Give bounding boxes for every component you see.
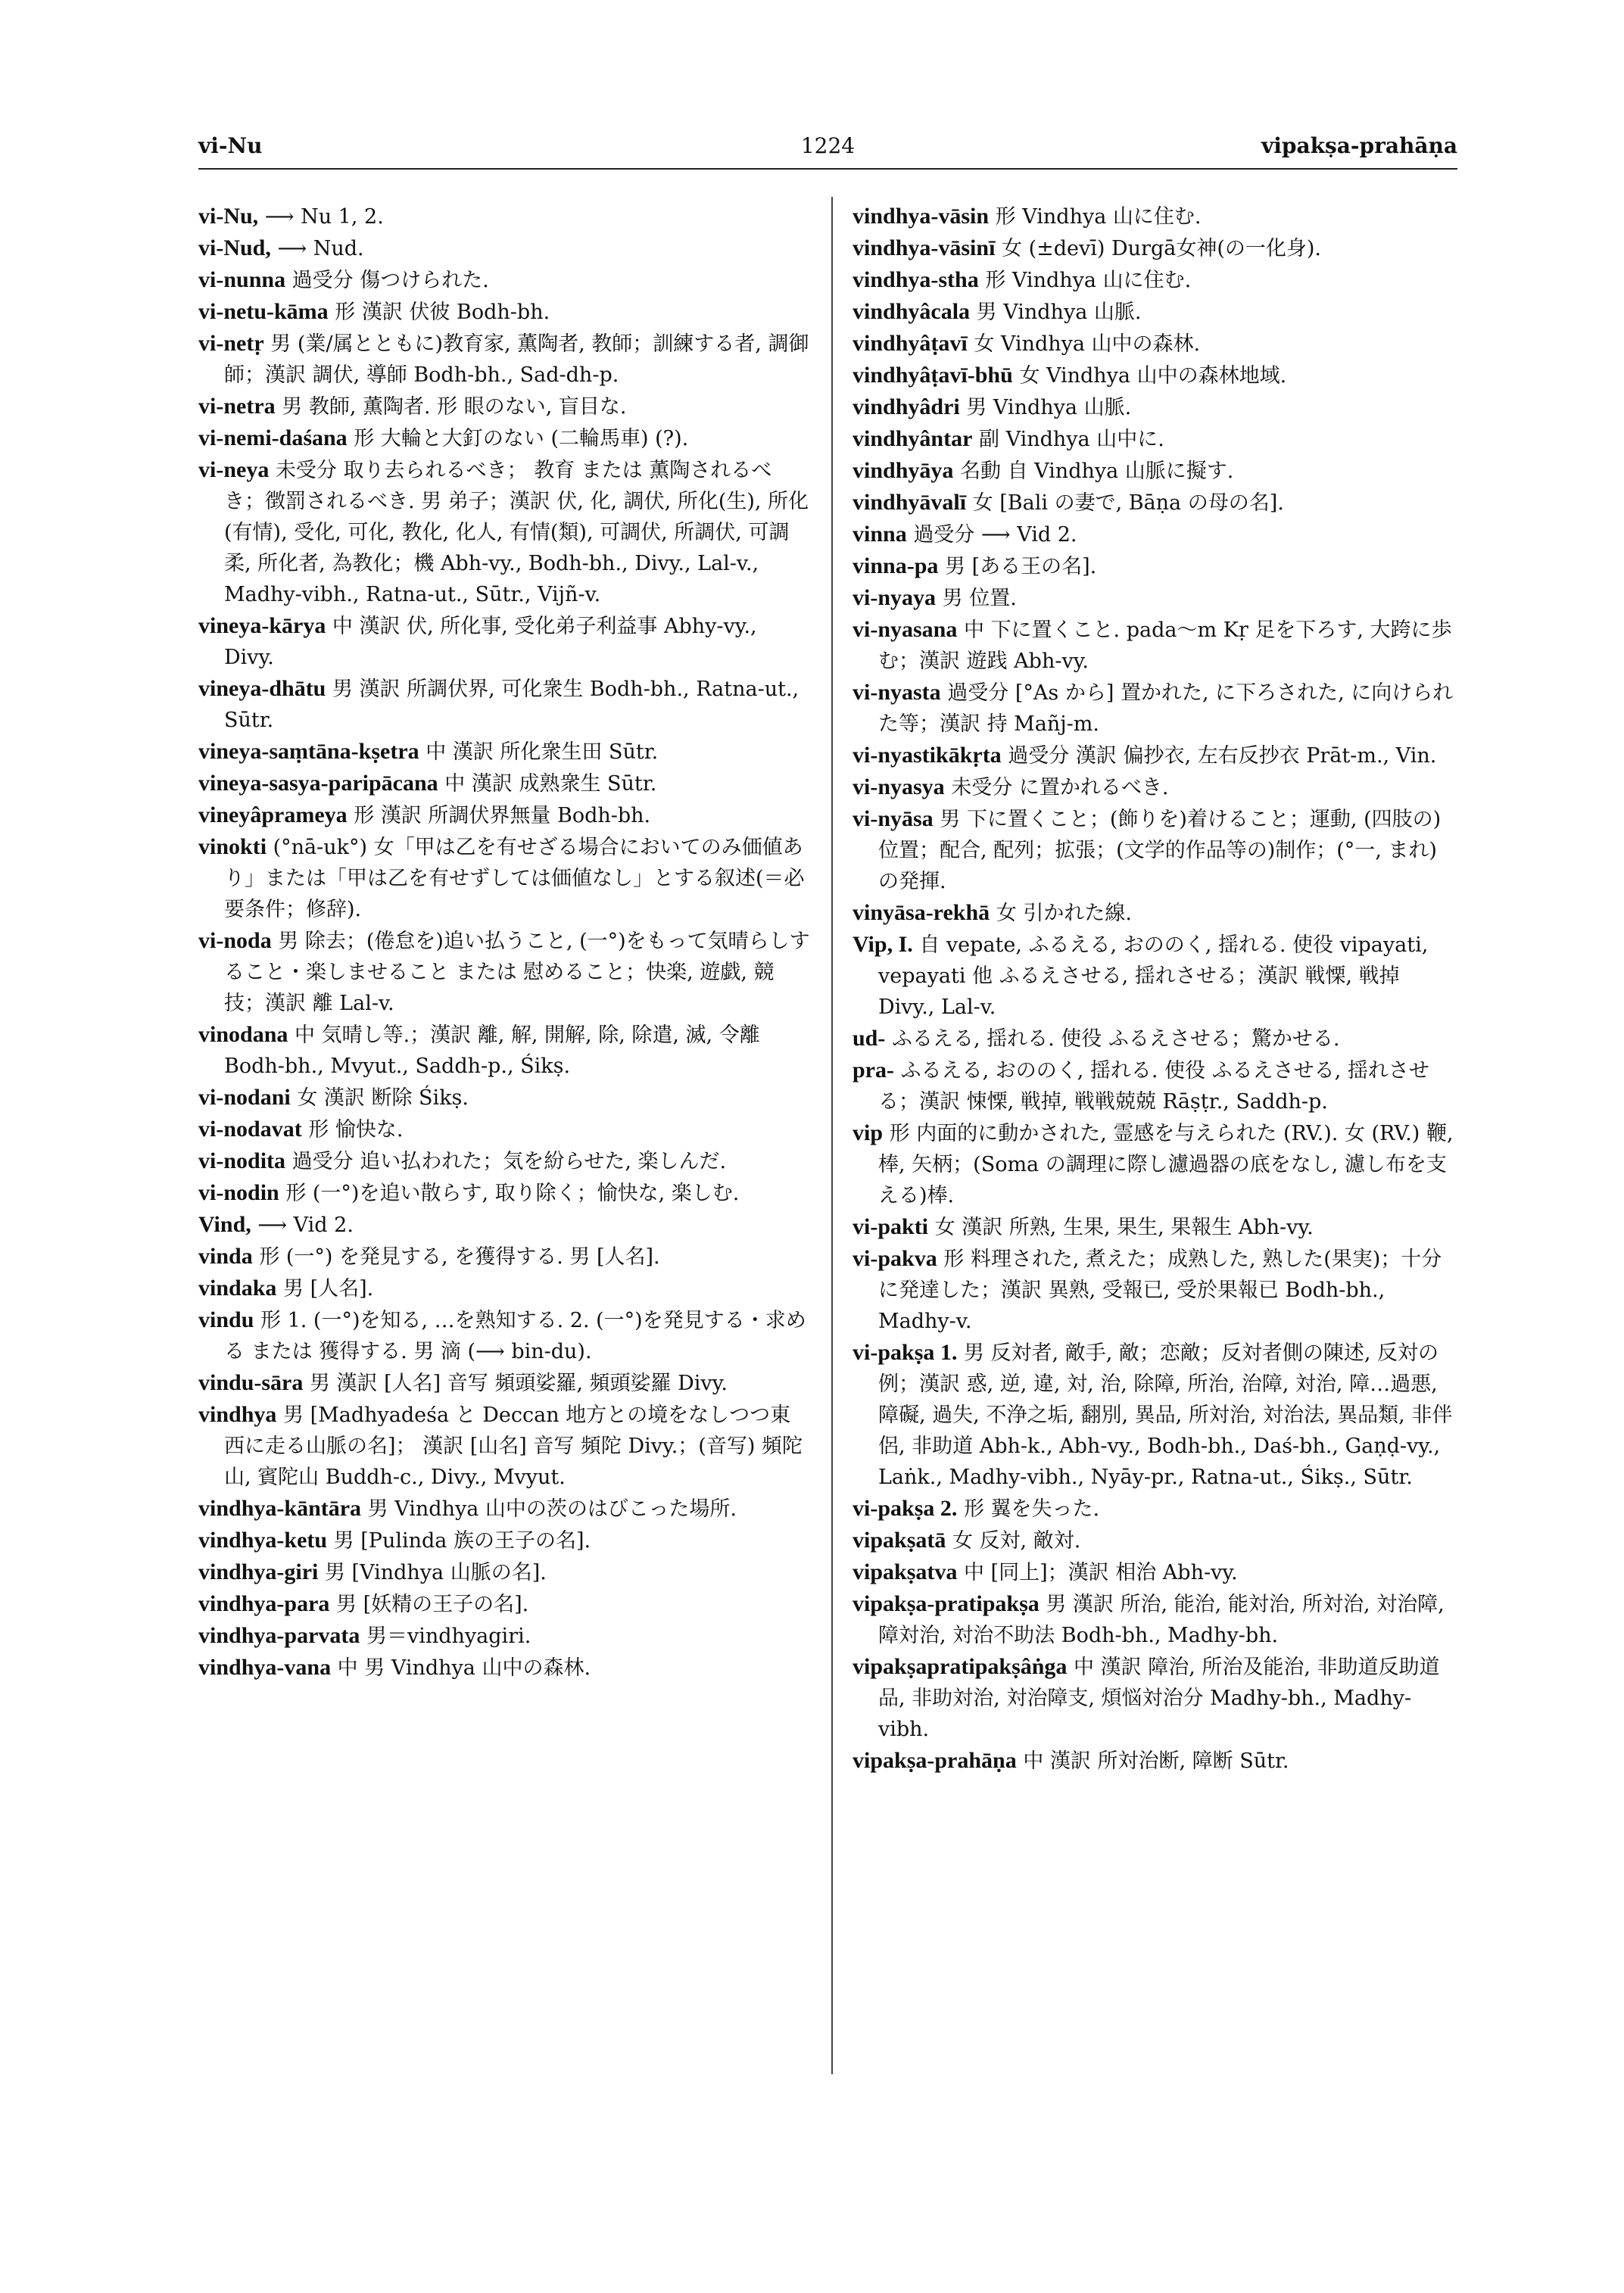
- entry-definition: 女 漢訳 所熟, 生果, 果生, 果報生 Abh-vy.: [934, 1216, 1314, 1239]
- entry-headword: vindu-sāra: [198, 1370, 304, 1395]
- entry-definition: 過受分 ⟶ Vid 2.: [913, 523, 1077, 547]
- dictionary-entry: [198, 296, 810, 328]
- dictionary-entry: [853, 201, 1461, 232]
- dictionary-entry: [853, 487, 1461, 519]
- dictionary-entry: [853, 296, 1461, 328]
- dictionary-entry: [198, 1367, 810, 1399]
- dictionary-entry: [853, 328, 1461, 360]
- dictionary-entry: [198, 328, 810, 391]
- entry-definition: 形 大輪と大釘のない (二輪馬車) (?).: [354, 427, 689, 450]
- dictionary-entry: [198, 1114, 810, 1145]
- entry-definition: 中 漢訳 成熟衆生 Sūtr.: [444, 772, 657, 796]
- entry-headword: vindhya: [198, 1402, 277, 1427]
- entry-definition: 中 漢訳 所対治断, 障断 Sūtr.: [1023, 1749, 1289, 1773]
- dictionary-entry: [853, 391, 1461, 423]
- entry-headword: vipakṣa-pratipakṣa: [853, 1591, 1040, 1616]
- entry-definition: 男 漢訳 所治, 能治, 能対治, 所対治, 対治障, 障対治, 対治不助法 Bodh-bh., Madhy-bh.: [878, 1593, 1445, 1647]
- running-head-right: vipakṣa-prahāṇa: [1261, 133, 1457, 158]
- entry-headword: vineyâprameya: [198, 802, 348, 827]
- entry-headword: vindhya-kāntāra: [198, 1496, 362, 1521]
- entry-definition: 男 [Madhyadeśa と Deccan 地方との境をなしつつ東西に走る山脈の名]； 漢訳 [山名] 音写 頻陀 Divy.；(音写) 頻陀山, 賓陀山 Buddh-c., Divy., Mvyut.: [224, 1404, 803, 1489]
- entry-headword: vipakṣatā: [853, 1528, 946, 1553]
- dictionary-entry: [853, 929, 1461, 1023]
- entry-headword: vi-nodavat: [198, 1117, 302, 1142]
- entry-headword: vi-nunna: [198, 267, 286, 292]
- entry-definition: 形 (一°) を発見する, を獲得する. 男 [人名].: [259, 1245, 660, 1269]
- entry-definition: 形 (一°)を追い散らす, 取り除く；愉快な, 楽しむ.: [285, 1182, 740, 1205]
- entry-definition: 男 [Pulinda 族の王子の名].: [333, 1529, 591, 1553]
- entry-definition: 男 [妖精の王子の名].: [335, 1593, 529, 1616]
- entry-definition: 中 漢訳 障治, 所治及能治, 非助道反助道品, 非助対治, 対治障支, 煩悩対治分 Madhy-bh., Madhy-vibh.: [878, 1656, 1440, 1741]
- dictionary-entry: [853, 1525, 1461, 1556]
- dictionary-entry: [198, 610, 810, 673]
- dictionary-entry: [198, 1652, 810, 1684]
- dictionary-entry: [198, 1273, 810, 1304]
- entry-headword: vinodana: [198, 1022, 288, 1047]
- header-rule: [198, 168, 1457, 170]
- entry-headword: vinna-pa: [853, 553, 939, 578]
- entry-definition: 女 漢訳 断除 Śikṣ.: [297, 1086, 469, 1110]
- entry-definition: 形 Vindhya 山に住む.: [985, 269, 1192, 292]
- entry-headword: vi-netra: [198, 394, 276, 419]
- entry-definition: ⟶ Vid 2.: [257, 1213, 354, 1237]
- entry-definition: 男 位置.: [942, 587, 1017, 610]
- entry-headword: vi-nyāsa: [853, 806, 934, 831]
- dictionary-entry: [198, 736, 810, 768]
- entry-headword: vi-nyaya: [853, 585, 937, 610]
- dictionary-entry: [198, 799, 810, 831]
- dictionary-entry: [853, 1243, 1461, 1337]
- entry-definition: 女 反対, 敵対.: [952, 1529, 1081, 1553]
- dictionary-entry: [853, 519, 1461, 550]
- dictionary-entry: [198, 1241, 810, 1273]
- entry-headword: vindhyâṭavī: [853, 331, 968, 356]
- dictionary-entry: [198, 1620, 810, 1652]
- entry-headword: vindhyâcala: [853, 299, 971, 324]
- dictionary-entry: [198, 1209, 810, 1241]
- entry-headword: vineya-dhātu: [198, 676, 326, 701]
- entry-headword: vindhya-giri: [198, 1559, 319, 1584]
- dictionary-entry: [853, 1588, 1461, 1651]
- entry-headword: vi-nodani: [198, 1085, 291, 1110]
- dictionary-entry: [853, 740, 1461, 771]
- entry-definition: 形 内面的に動かされた, 霊感を与えられた (RV.). 女 (RV.) 鞭, 棒, 矢柄；(Soma の調理に際し濾過器の底をなし, 濾し布を支える)棒.: [878, 1122, 1454, 1207]
- dictionary-entry: [198, 1145, 810, 1177]
- entry-headword: vi-pakṣa 1.: [853, 1340, 958, 1365]
- entry-headword: vi-Nud,: [198, 235, 271, 260]
- entry-headword: vi-noda: [198, 928, 272, 953]
- page-header: [198, 133, 1457, 164]
- entry-headword: vindhyâdri: [853, 394, 960, 419]
- dictionary-entry: [198, 1177, 810, 1209]
- entry-headword: vindhya-vāsin: [853, 204, 990, 229]
- entry-headword: vi-nemi-daśana: [198, 425, 348, 450]
- entry-headword: vindhya-vāsinī: [853, 235, 996, 260]
- entry-definition: 形 漢訳 伏彼 Bodh-bh.: [335, 301, 550, 324]
- dictionary-entry: [853, 1117, 1461, 1211]
- entry-headword: vi-netu-kāma: [198, 299, 329, 324]
- entry-headword: vi-Nu,: [198, 204, 259, 229]
- entry-definition: 形 漢訳 所調伏界無量 Bodh-bh.: [354, 804, 651, 827]
- entry-definition: 女 Vindhya 山中の森林.: [974, 332, 1201, 356]
- entry-definition: 男 Vindhya 山脈.: [976, 301, 1142, 324]
- entry-definition: 中 気晴し等.；漢訳 離, 解, 開解, 除, 除遣, 滅, 令離 Bodh-bh., Mvyut., Saddh-p., Śikṣ.: [224, 1023, 760, 1078]
- entry-definition: 中 男 Vindhya 山中の森林.: [337, 1656, 591, 1680]
- dictionary-entry: [198, 831, 810, 925]
- dictionary-entry: [198, 1525, 810, 1556]
- dictionary-entry: [853, 1493, 1461, 1525]
- dictionary-entry: [853, 232, 1461, 264]
- entry-headword: vinyāsa-rekhā: [853, 900, 990, 925]
- entry-headword: vi-pakva: [853, 1246, 937, 1271]
- entry-definition: 男 教師, 薫陶者. 形 眼のない, 盲目な.: [282, 395, 627, 419]
- dictionary-entry: [853, 897, 1461, 929]
- entry-definition: 未受分 取り去られるべき； 教育 または 薫陶されるべき；徴罰されるべき. 男 弟子；漢訳 伏, 化, 調伏, 所化(生), 所化(有情), 受化, 可化, 教化, 化人, 有情(類), 可調伏, 所調伏, 可調柔, 所化者, 為教化；機 Abh-vy., Bodh-bh., Divy., Lal-v., Madhy-vibh., Ratna-ut., Sūtr., Vijñ-v.: [224, 459, 809, 606]
- dictionary-entry: [198, 264, 810, 296]
- entry-definition: 過受分 漢訳 偏抄衣, 左右反抄衣 Prāt-m., Vin.: [1008, 744, 1437, 768]
- entry-headword: vi-neya: [198, 457, 270, 482]
- entry-definition: 男 [ある王の名].: [944, 555, 1097, 578]
- entry-headword: vindhyāvalī: [853, 490, 967, 515]
- dictionary-entry: [198, 1399, 810, 1493]
- entry-definition: 男 [Vindhya 山脈の名].: [324, 1561, 547, 1584]
- entry-definition: 形 愉快な.: [308, 1118, 404, 1142]
- entry-headword: vineya-kārya: [198, 613, 326, 638]
- entry-definition: 男 Vindhya 山脈.: [966, 396, 1132, 419]
- page-number: 1224: [800, 133, 856, 158]
- column-divider: [831, 197, 833, 2074]
- entry-headword: vindhya-para: [198, 1591, 330, 1616]
- entry-headword: Vip, I.: [853, 932, 913, 957]
- entry-headword: vindhya-stha: [853, 267, 979, 292]
- entry-headword: vindhyāya: [853, 458, 954, 483]
- entry-definition: 形 1. (一°)を知る, …を熟知する. 2. (一°)を発見する・求める または 獲得する. 男 滴 (⟶ bin-du).: [224, 1309, 806, 1363]
- entry-definition: ⟶ Nud.: [277, 237, 364, 260]
- dictionary-entry: [853, 614, 1461, 677]
- entry-definition: 男 (業/属とともに)教育家, 薫陶者, 教師；訓練する者, 調御師；漢訳 調伏, 導師 Bodh-bh., Sad-dh-p.: [224, 332, 809, 387]
- entry-headword: pra-: [853, 1058, 894, 1083]
- entry-definition: 中 漢訳 伏, 所化事, 受化弟子利益事 Abhy-vy., Divy.: [224, 615, 757, 669]
- entry-headword: vinna: [853, 522, 907, 547]
- dictionary-entry: [853, 803, 1461, 897]
- dictionary-entry: [853, 1651, 1461, 1745]
- entry-definition: 女 (±devī) Durgā女神(の一化身).: [1002, 237, 1321, 260]
- entry-headword: vi-nyasana: [853, 617, 958, 642]
- dictionary-entry: [198, 673, 810, 736]
- entry-definition: 名動 自 Vindhya 山脈に擬す.: [959, 460, 1234, 483]
- entry-definition: (°nā-uk°) 女「甲は乙を有せざる場合においてのみ価値あり」または「甲は乙を有せずしては価値なし」とする叙述(＝必要条件；修辞).: [224, 836, 805, 921]
- entry-headword: vindhya-ketu: [198, 1528, 328, 1553]
- entry-headword: vindhyântar: [853, 426, 973, 451]
- entry-definition: 過受分 [°As から] 置かれた, に下ろされた, に向けられた等；漢訳 持 Mañj-m.: [878, 681, 1454, 736]
- dictionary-entry: [853, 264, 1461, 296]
- running-head-left: vi-Nu: [198, 133, 263, 158]
- dictionary-entry: [853, 1556, 1461, 1588]
- dictionary-entry: [198, 201, 810, 232]
- right-column: [853, 201, 1461, 1777]
- dictionary-entry: [853, 1055, 1461, 1117]
- entry-definition: 中 漢訳 所化衆生田 Sūtr.: [425, 740, 659, 764]
- entry-definition: 未受分 に置かれるべき.: [951, 776, 1169, 799]
- entry-definition: 女 Vindhya 山中の森林地域.: [1019, 364, 1287, 388]
- dictionary-entry: [853, 360, 1461, 391]
- entry-definition: ⟶ Nu 1, 2.: [264, 205, 384, 229]
- entry-headword: vindhya-vana: [198, 1655, 332, 1680]
- entry-headword: vi-nodin: [198, 1180, 279, 1205]
- entry-headword: vi-nyastikākṛta: [853, 743, 1002, 768]
- entry-headword: vi-pakti: [853, 1214, 929, 1239]
- entry-definition: 中 [同上]；漢訳 相治 Abh-vy.: [963, 1561, 1238, 1584]
- entry-definition: 過受分 追い払われた；気を紛らせた, 楽しんだ.: [291, 1150, 727, 1173]
- entry-headword: vindhyâṭavī-bhū: [853, 363, 1013, 388]
- dictionary-entry: [853, 1337, 1461, 1493]
- dictionary-entry: [853, 1745, 1461, 1777]
- entry-headword: vineya-sasya-paripācana: [198, 771, 438, 796]
- dictionary-entry: [198, 1493, 810, 1525]
- entry-definition: 男 [人名].: [282, 1277, 374, 1301]
- dictionary-entry: [198, 1556, 810, 1588]
- entry-definition: 男 Vindhya 山中の茨のはびこった場所.: [367, 1497, 737, 1521]
- entry-definition: ふるえる, おののく, 揺れる. 使役 ふるえさせる, 揺れさせる；漢訳 悚慄, 戦掉, 戦戦兢兢 Rāṣṭr., Saddh-p.: [878, 1059, 1429, 1114]
- entry-headword: vineya-saṃtāna-kṣetra: [198, 739, 419, 764]
- dictionary-entry: [853, 771, 1461, 803]
- dictionary-entry: [198, 925, 810, 1019]
- dictionary-entry: [853, 677, 1461, 740]
- entry-headword: vinokti: [198, 834, 267, 859]
- entry-definition: 女 引かれた線.: [996, 902, 1132, 925]
- entry-definition: ふるえる, 揺れる. 使役 ふるえさせる；驚かせる.: [891, 1027, 1340, 1051]
- dictionary-entry: [853, 1211, 1461, 1243]
- entry-headword: vi-pakṣa 2.: [853, 1496, 958, 1521]
- entry-definition: 男 下に置くこと；(飾りを)着けること；運動, (四肢の)位置；配合, 配列；拡張；(文学的作品等の)制作；(°一, まれ) の発揮.: [878, 808, 1442, 893]
- entry-headword: vipakṣatva: [853, 1559, 958, 1584]
- entry-headword: vipakṣa-prahāṇa: [853, 1748, 1017, 1773]
- entry-definition: 形 翼を失った.: [963, 1497, 1100, 1521]
- entry-definition: 男 反対者, 敵手, 敵；恋敵；反対者側の陳述, 反対の例；漢訳 惑, 逆, 違, 対, 治, 除障, 所治, 治障, 対治, 障…過悪, 障礙, 過失, 不浄之垢, 翻別, 異品, 所対治, 対治法, 異品類, 非伴侶, 非助道 Abh-k., Abh-vy., Bodh-bh., Daś-bh., Gaṇḍ-vy., Laṅk., Madhy-vibh., Nyāy-pr., Ratna-ut., Śikṣ., Sūtr.: [878, 1341, 1453, 1489]
- dictionary-entry: [853, 1023, 1461, 1055]
- entry-definition: 形 Vindhya 山に住む.: [995, 205, 1202, 229]
- dictionary-entry: [198, 1019, 810, 1082]
- entry-definition: 男 除去；(倦怠を)追い払うこと, (一°)をもって気晴らしすること・楽しませること または 慰めること；快楽, 遊戯, 競技；漢訳 離 Lal-v.: [224, 930, 810, 1015]
- entry-definition: 中 下に置くこと. pada〜m Kṛ 足を下ろす, 大跨に歩む；漢訳 遊践 Abh-vy.: [878, 618, 1452, 673]
- entry-headword: vi-nyasya: [853, 774, 945, 799]
- entry-headword: ud-: [853, 1026, 886, 1051]
- dictionary-entry: [198, 1304, 810, 1367]
- entry-definition: 過受分 傷つけられた.: [291, 269, 489, 292]
- dictionary-entry: [853, 582, 1461, 614]
- entry-headword: vi-nyasta: [853, 680, 941, 705]
- entry-headword: vi-nodita: [198, 1148, 286, 1173]
- entry-headword: vi-netṛ: [198, 331, 264, 356]
- dictionary-entry: [198, 1588, 810, 1620]
- dictionary-entry: [198, 232, 810, 264]
- dictionary-entry: [198, 454, 810, 610]
- entry-definition: 男 漢訳 所調伏界, 可化衆生 Bodh-bh., Ratna-ut., Sūtr.: [224, 678, 800, 732]
- entry-definition: 女 [Bali の妻で, Bāṇa の母の名].: [972, 491, 1284, 515]
- dictionary-entry: [198, 1082, 810, 1114]
- dictionary-entry: [198, 768, 810, 799]
- entry-definition: 男 漢訳 [人名] 音写 頻頭娑羅, 頻頭娑羅 Divy.: [309, 1372, 728, 1395]
- entry-definition: 男＝vindhyagiri.: [366, 1625, 531, 1648]
- entry-headword: vinda: [198, 1244, 253, 1269]
- entry-headword: vindaka: [198, 1276, 277, 1301]
- entry-headword: vindu: [198, 1307, 254, 1332]
- dictionary-entry: [853, 550, 1461, 582]
- dictionary-entry: [198, 422, 810, 454]
- entry-headword: vip: [853, 1120, 884, 1145]
- entry-headword: vipakṣapratipakṣâṅga: [853, 1654, 1068, 1679]
- entry-headword: Vind,: [198, 1212, 251, 1237]
- entry-headword: vindhya-parvata: [198, 1623, 360, 1648]
- dictionary-entry: [198, 391, 810, 422]
- left-column: [198, 201, 810, 1684]
- dictionary-entry: [853, 423, 1461, 455]
- entry-definition: 自 vepate, ふるえる, おののく, 揺れる. 使役 vipayati, vepayati 他 ふるえさせる, 揺れさせる；漢訳 戦慄, 戦掉 Divy., Lal-v.: [878, 933, 1429, 1019]
- entry-definition: 副 Vindhya 山中に.: [978, 428, 1164, 451]
- entry-definition: 形 料理された, 煮えた；成熟した, 熟した(果実)；十分に発達した；漢訳 異熟, 受報已, 受於果報已 Bodh-bh., Madhy-v.: [878, 1248, 1442, 1333]
- dictionary-entry: [853, 455, 1461, 487]
